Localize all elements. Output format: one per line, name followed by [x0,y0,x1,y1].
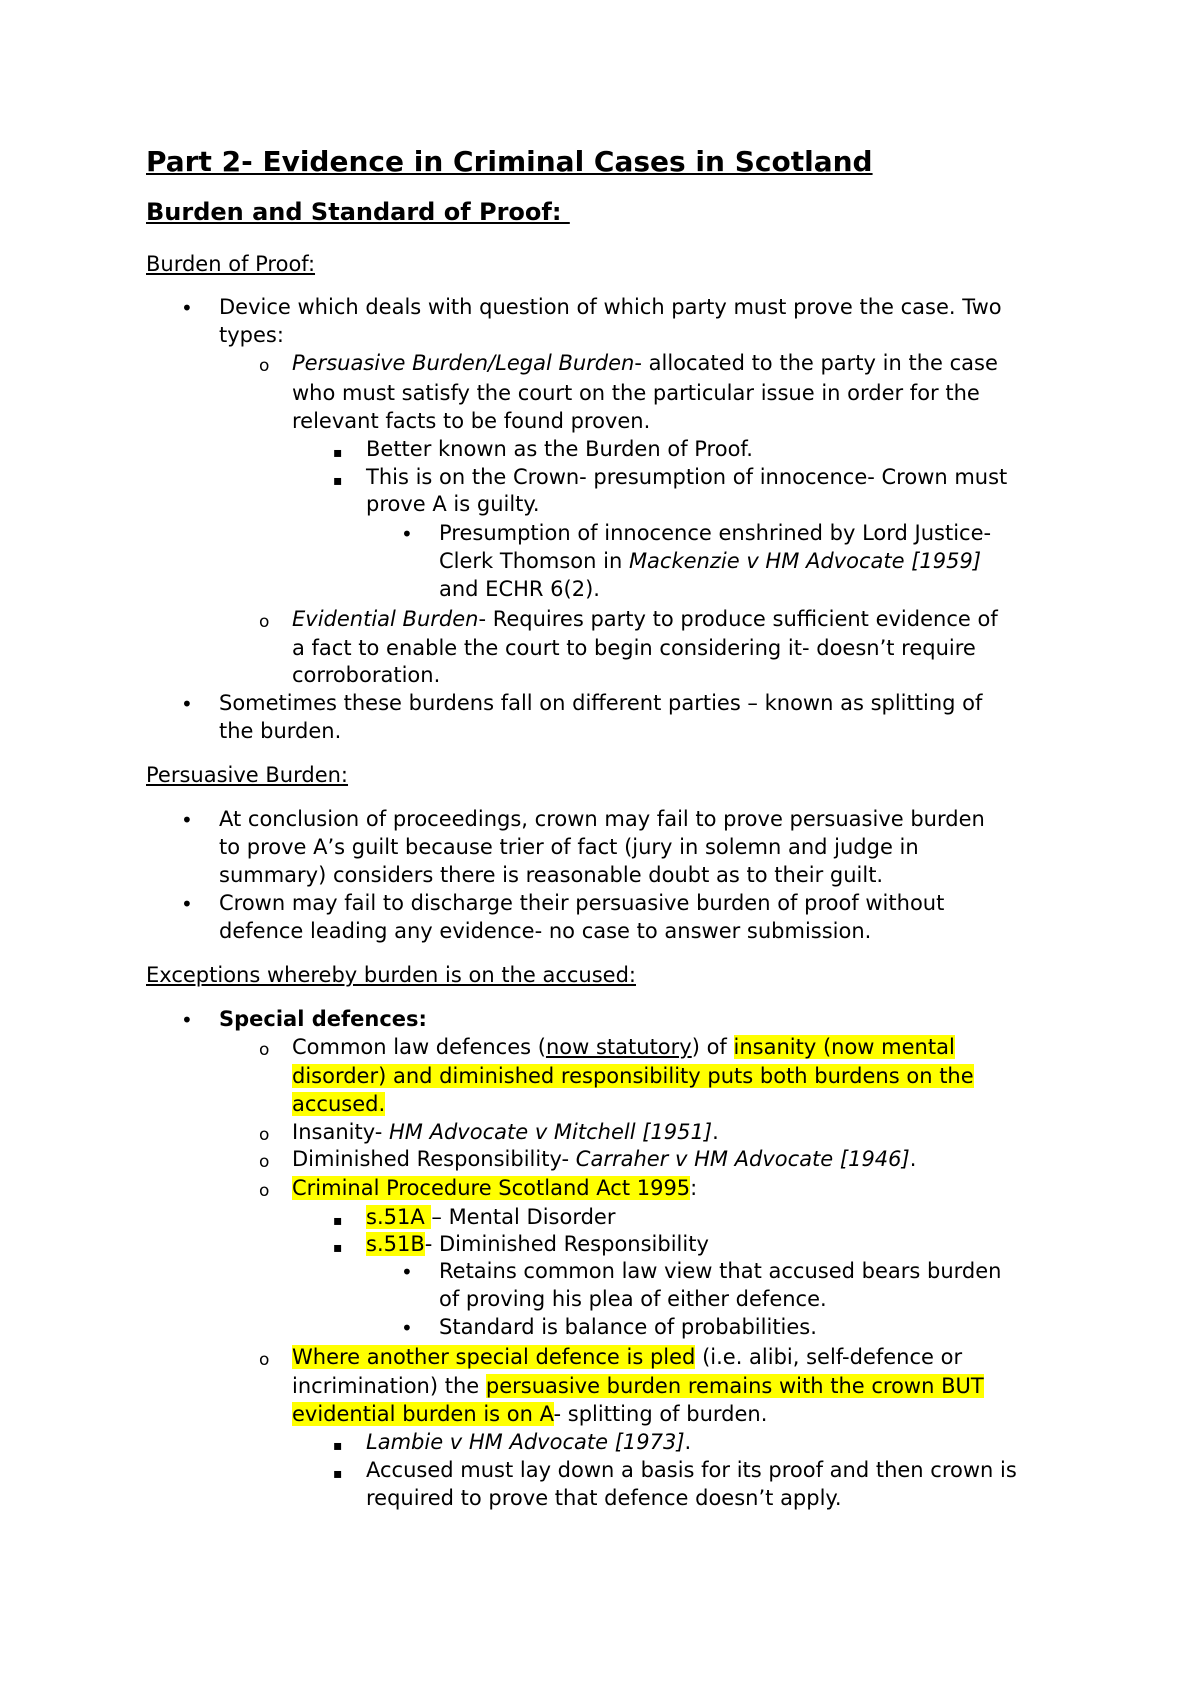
highlighted-text: evidential burden is on A [292,1402,554,1426]
text-line [292,1090,385,1118]
bullet-square: ▪ [333,473,343,489]
text-run: - Diminished Responsibility [424,1232,709,1256]
text-line [292,1372,984,1400]
text-line: Crown may fail to discharge their persuasive burden of proof without [219,891,945,915]
text-line: This is on the Crown- presumption of innocence- Crown must [366,465,1008,489]
text-line: required to prove that defence doesn’t apply. [366,1486,842,1510]
text-line: Sometimes these burdens fall on different parties – known as splitting of [219,691,983,715]
text-line [292,605,998,633]
underlined-text: now statutory [545,1035,692,1059]
text-line: Better known as the Burden of Proof. [366,437,753,461]
bullet-dot: • [181,1008,193,1032]
text-line [292,1062,974,1090]
text-line: defence leading any evidence- no case to answer submission. [219,919,872,943]
text-line: types: [219,323,284,347]
case-citation: Carraher v HM Advocate [1946] [575,1147,910,1171]
term: Persuasive Burden/Legal Burden [292,351,635,375]
text-run: incrimination) the [292,1374,486,1398]
special-defences-label: Special defences: [219,1007,427,1031]
section-subtitle: Burden and Standard of Proof: [146,198,570,226]
highlighted-text: Criminal Procedure Scotland Act 1995 [292,1176,691,1200]
text-line: of proving his plea of either defence. [439,1287,827,1311]
text-line: a fact to enable the court to begin considering it- doesn’t require [292,636,976,660]
text-line: Device which deals with question of which party must prove the case. Two [219,295,1002,319]
text-line: who must satisfy the court on the particular issue in order for the [292,381,980,405]
bullet-square: ▪ [333,1466,343,1482]
text-run: Insanity- [292,1120,390,1144]
bullet-circle: o [259,1125,270,1145]
text-line [439,547,981,575]
bullet-square: ▪ [333,1438,343,1454]
text-line: summary) considers there is reasonable doubt as to their guilt. [219,863,884,887]
text-line: to prove A’s guilt because trier of fact (jury in solemn and judge in [219,835,919,859]
text-line: Retains common law view that accused bears burden [439,1259,1002,1283]
bullet-dot: • [181,692,193,716]
case-citation: Mackenzie v HM Advocate [1959] [628,549,982,573]
text-run: Common law defences ( [292,1035,546,1059]
heading-persuasive-burden: Persuasive Burden: [146,763,349,787]
text-run: (i.e. alibi, self-defence or [695,1345,963,1369]
term: Evidential Burden [292,607,479,631]
bullet-dot: • [401,1260,413,1284]
bullet-circle: o [259,1152,270,1172]
text-run: . [712,1120,719,1144]
case-citation: Lambie v HM Advocate [1973] [366,1430,685,1454]
bullet-circle: o [259,1181,270,1201]
text-line: corroboration. [292,663,441,687]
text-run: Clerk Thomson in [439,549,629,573]
bullet-circle: o [259,356,270,376]
text-run: – Mental Disorder [431,1205,616,1229]
bullet-square: ▪ [333,1213,343,1229]
highlighted-text: persuasive burden remains with the crown BUT [485,1374,984,1398]
text-line: At conclusion of proceedings, crown may fail to prove persuasive burden [219,807,985,831]
bullet-square: ▪ [333,445,343,461]
text-line [292,1145,916,1173]
text-line [292,1118,719,1146]
text-line [366,1203,615,1231]
bullet-dot: • [181,296,193,320]
bullet-circle: o [259,1040,270,1060]
text-line [292,1343,962,1371]
text-run: Diminished Responsibility- [292,1147,576,1171]
text-line [366,1428,691,1456]
highlighted-text: disorder) and diminished responsibility puts both burdens on the [292,1064,974,1088]
text-line: the burden. [219,719,342,743]
text-run: ) of [691,1035,734,1059]
bullet-dot: • [401,522,413,546]
text-line: relevant facts to be found proven. [292,409,651,433]
highlighted-text: s.51B [366,1232,425,1256]
text-run: : [690,1176,698,1200]
text-line [292,1400,767,1428]
highlighted-text: insanity (now mental [733,1035,955,1059]
text-line [292,1033,955,1061]
text-run: . [909,1147,917,1171]
text-line: prove A is guilty. [366,492,540,516]
case-citation: HM Advocate v Mitchell [1951] [389,1120,713,1144]
text-line [366,1230,709,1258]
text-line [292,1174,697,1202]
bullet-circle: o [259,612,270,632]
heading-burden-of-proof: Burden of Proof: [146,252,316,276]
bullet-circle: o [259,1350,270,1370]
text-run: - splitting of burden. [553,1402,768,1426]
bullet-dot: • [401,1316,413,1340]
text-run: - allocated to the party in the case [634,351,998,375]
text-run: - Requires party to produce sufficient evidence of [478,607,998,631]
text-line: Accused must lay down a basis for its proof and then crown is [366,1458,1017,1482]
highlighted-text: Where another special defence is pled [292,1345,696,1369]
heading-exceptions: Exceptions whereby burden is on the accused: [146,963,636,987]
bullet-dot: • [181,892,193,916]
text-run: . [684,1430,692,1454]
bullet-square: ▪ [333,1240,343,1256]
bullet-dot: • [181,808,193,832]
highlighted-text: accused. [292,1092,386,1116]
page-title: Part 2- Evidence in Criminal Cases in Scotland [146,145,873,178]
text-line: and ECHR 6(2). [439,577,600,601]
text-line: Standard is balance of probabilities. [439,1315,817,1339]
highlighted-text: s.51A [366,1205,432,1229]
text-line: Presumption of innocence enshrined by Lord Justice- [439,521,992,545]
text-line [292,349,998,377]
